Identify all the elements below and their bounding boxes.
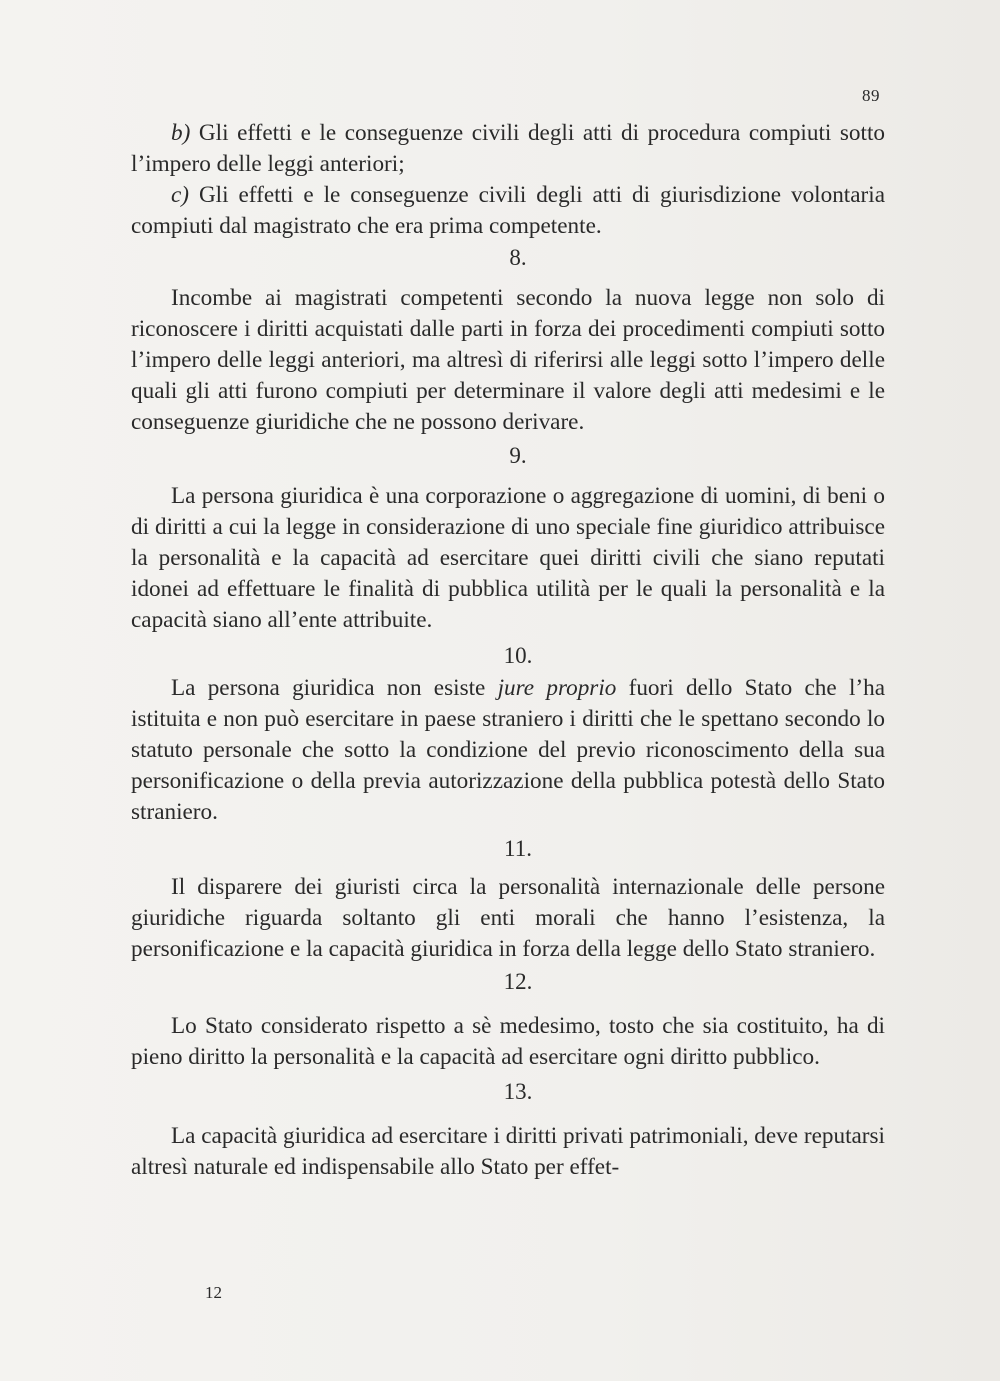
signature-mark: 12 (205, 1283, 222, 1302)
paragraph-10-text-after: fuori dello Stato che l’ha istituita e non può esercitare in paese straniero i diritti che le spettano secondo lo statuto personale che sotto la condizione del previo riconoscimento della sua personificazione o della previa autorizzazione della pubblica potestà dello Stato straniero. (131, 675, 885, 825)
section-number-9: 9. (509, 443, 527, 468)
paragraph-10-text-before: La persona giuridica non esiste (171, 675, 498, 701)
paragraph-b (131, 118, 885, 180)
section-number-12: 12. (503, 969, 533, 994)
section-number-11: 11. (504, 836, 532, 861)
paragraph-12: Lo Stato considerato rispetto a sè medesimo, tosto che sia costituito, ha di pieno diritto la personalità e la capacità ad esercitare ogni diritto pubblico. (131, 1013, 885, 1070)
latin-phrase: jure proprio (497, 675, 617, 701)
page-number: 89 (862, 86, 880, 105)
item-label-c: c) (171, 182, 190, 208)
paragraph-9: La persona giuridica è una corporazione o aggregazione di uomini, di beni o di diritti a cui la legge in considerazione di uno speciale fine giuridico attribuisce la personalità e la capacità ad esercitare quei diritti civili che siano reputati idonei ad effettuare le finalità di pubblica utilità per le quali la personalità e la capacità siano all’ente attribuite. (131, 483, 885, 633)
item-label-b: b) (171, 120, 191, 146)
section-number-10: 10. (503, 643, 533, 668)
paragraph-c-text: Gli effetti e le conseguenze civili degli atti di giurisdizione volontaria compiuti dal magistrato che era prima competente. (131, 182, 885, 239)
paragraph-10 (131, 673, 885, 828)
section-number-8: 8. (509, 245, 527, 270)
paragraph-8: Incombe ai magistrati competenti secondo la nuova legge non solo di riconoscere i diritti acquistati dalle parti in forza dei procedimenti compiuti sotto l’impero delle leggi anteriori, ma altresì di riferirsi alle leggi sotto l’impero delle quali gli atti furono compiuti per determinare il valore degli atti medesimi e le conseguenze giuridiche che ne possono derivare. (131, 285, 885, 435)
text-body (131, 118, 885, 1183)
paragraph-c (131, 180, 885, 242)
paragraph-b-text: Gli effetti e le conseguenze civili degli atti di procedura compiuti sotto l’impero delle leggi anteriori; (131, 120, 885, 177)
paragraph-13: La capacità giuridica ad esercitare i diritti privati patrimoniali, deve reputarsi altresì naturale ed indispensabile allo Stato per effet- (131, 1123, 885, 1180)
section-number-13: 13. (503, 1079, 533, 1104)
paragraph-11: Il disparere dei giuristi circa la personalità internazionale delle persone giuridiche riguarda soltanto gli enti morali che hanno l’esistenza, la personificazione e la capacità giuridica in forza della legge dello Stato straniero. (131, 874, 885, 962)
